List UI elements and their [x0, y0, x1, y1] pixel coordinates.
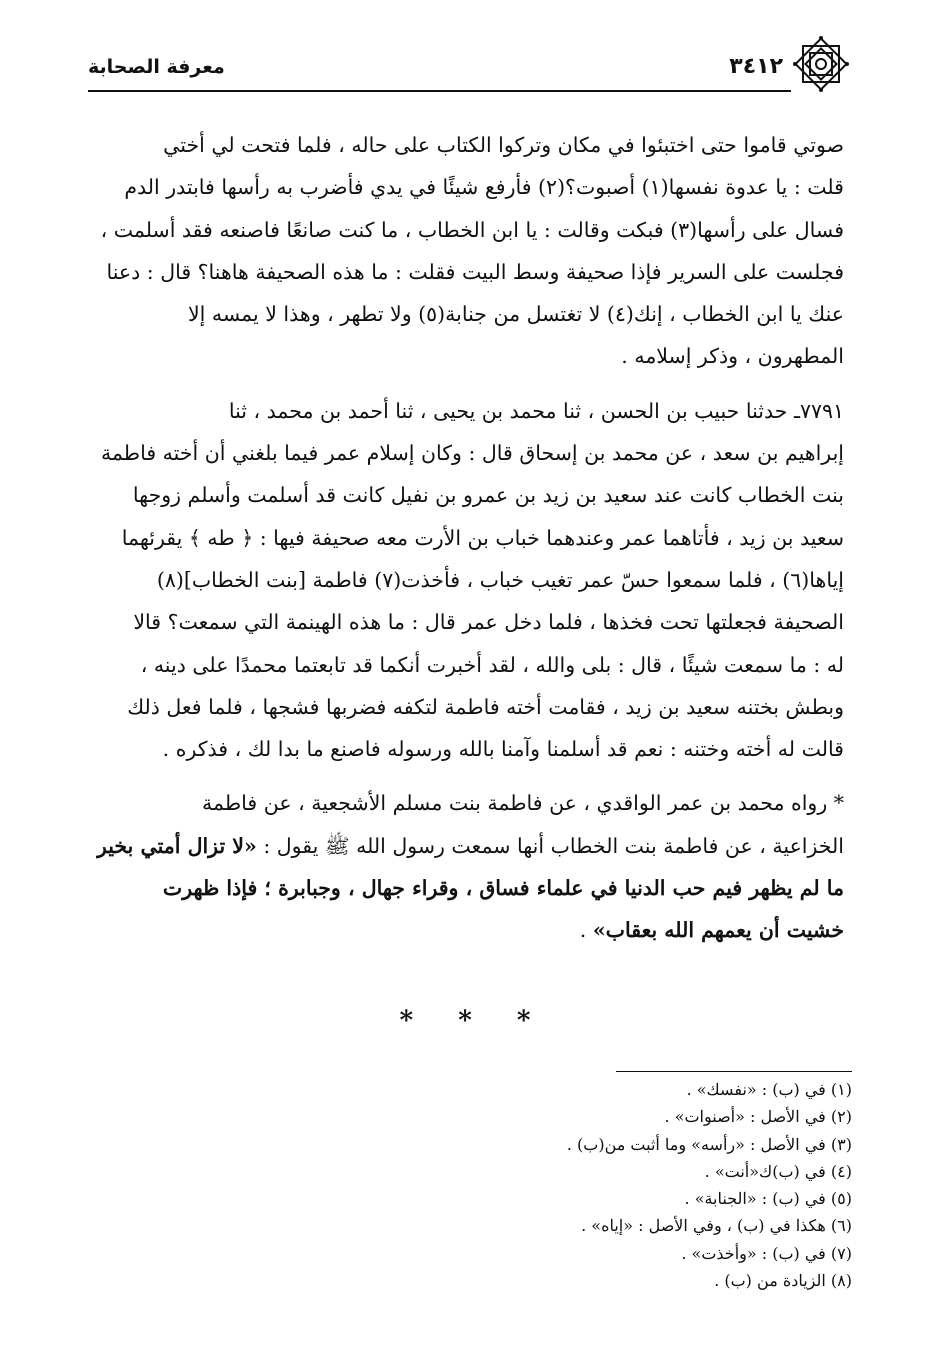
- paragraph-2-hadith-7791: [96, 390, 844, 771]
- text-line: عنك يا ابن الخطاب ، إنك(٤) لا تغتسل من جنابة(٥) ولا تطهر ، وهذا لا يمسه إلا: [187, 302, 844, 327]
- footnote-item: (٣) في الأصل : «رأسه» وما أثبت من(ب) .: [566, 1134, 852, 1154]
- footnote-item: (٢) في الأصل : «أصنوات» .: [664, 1107, 852, 1127]
- text-line: بنت الخطاب كانت عند سعيد بن زيد بن عمرو بن نفيل كانت قد أسلمت وأسلم زوجها: [132, 483, 844, 508]
- hadith-quote: خشيت أن يعمهم الله بعقاب»: [592, 918, 844, 943]
- text-line: ٧٧٩١ـ حدثنا حبيب بن الحسن ، ثنا محمد بن يحيى ، ثنا أحمد بن محمد ، ثنا: [228, 398, 844, 423]
- text-line: [96, 825, 844, 867]
- section-separator: * * *: [399, 1006, 549, 1036]
- text-line: سعيد بن زيد ، فأتاهما عمر وعندهما خباب بن الأرت معه صحيفة فيها : ﴿ طه ﴾ يقرئهما: [121, 525, 844, 550]
- text-line: فسال على رأسها(٣) فبكت وقالت : يا ابن الخطاب ، ما كنت صانعًا فاصنعه فقد أسلمت ،: [100, 217, 844, 242]
- hadith-quote: ما لم يظهر فيم حب الدنيا في علماء فساق ، وقراء جهال ، وجبابرة ؛ فإذا ظهرت: [162, 876, 844, 901]
- text-line: له : ما سمعت شيئًا ، قال : بلى والله ، لقد أخبرت أنكما قد تابعتما محمدًا على دينه ،: [140, 652, 844, 677]
- main-text: [96, 124, 844, 952]
- text-line: الصحيفة فجعلتها تحت فخذها ، فلما دخل عمر قال : ما هذه الهينمة التي سمعت؟ قالا: [133, 610, 844, 635]
- text-line: وبطش بختنه سعيد بن زيد ، فقامت أخته فاطمة لتكفه فضربها فشجها ، فلما فعل ذلك: [127, 694, 844, 719]
- text-line: إياها(٦) ، فلما سمعوا حسّ عمر تغيب خباب ، فأخذت(٧) فاطمة [بنت الخطاب](٨): [156, 567, 844, 592]
- footnote-item: (٥) في (ب) : «الجنابة» .: [684, 1189, 852, 1209]
- book-title: معرفة الصحابة: [88, 56, 225, 78]
- text-line: قلت : يا عدوة نفسها(١) أصبوت؟(٢) فأرفع شيئًا في يدي فأضرب به رأسها فابتدر الدم: [124, 175, 844, 200]
- paragraph-1: [96, 124, 844, 378]
- footnote-rule: [616, 1071, 852, 1072]
- page-number: ٣٤١٢: [729, 54, 783, 79]
- octagram-ornament-icon: [789, 32, 853, 96]
- text-line: إبراهيم بن سعد ، عن محمد بن إسحاق قال : وكان إسلام عمر فيما بلغني أن أخته فاطمة: [100, 441, 844, 466]
- text-plain: الخزاعية ، عن فاطمة بنت الخطاب أنها سمعت رسول الله ﷺ يقول :: [256, 833, 844, 858]
- paragraph-3-narration: [96, 782, 844, 951]
- text-line: قالت له أخته وختنه : نعم قد أسلمنا وآمنا بالله ورسوله فاصنع ما بدا لك ، فذكره .: [162, 737, 844, 762]
- footnote-item: (١) في (ب) : «نفسك» .: [686, 1080, 852, 1099]
- footnote-item: (٧) في (ب) : «وأخذت» .: [681, 1243, 852, 1263]
- text-line: المطهرون ، وذكر إسلامه .: [621, 344, 844, 369]
- text-line: فجلست على السرير فإذا صحيفة وسط البيت فقلت : ما هذه الصحيفة هاهنا؟ قال : دعنا: [106, 259, 844, 284]
- page-header: [88, 50, 853, 92]
- footnote-item: (٨) الزيادة من (ب) .: [714, 1271, 852, 1291]
- header-rule: [88, 90, 791, 92]
- footnote-item: (٤) في (ب)ك«أنت» .: [704, 1161, 852, 1181]
- text-plain: .: [579, 918, 593, 943]
- footnote-item: (٦) هكذا في (ب) ، وفي الأصل : «إياه» .: [581, 1216, 852, 1236]
- footnotes: [152, 1076, 852, 1294]
- text-line: * رواه محمد بن عمر الواقدي ، عن فاطمة بنت مسلم الأشجعية ، عن فاطمة: [202, 791, 844, 816]
- text-line: [96, 909, 844, 951]
- hadith-quote: «لا تزال أمتي بخير: [96, 833, 257, 858]
- text-line: صوتي قاموا حتى اختبئوا في مكان وتركوا الكتاب على حاله ، فلما فتحت لي أختي: [163, 133, 844, 157]
